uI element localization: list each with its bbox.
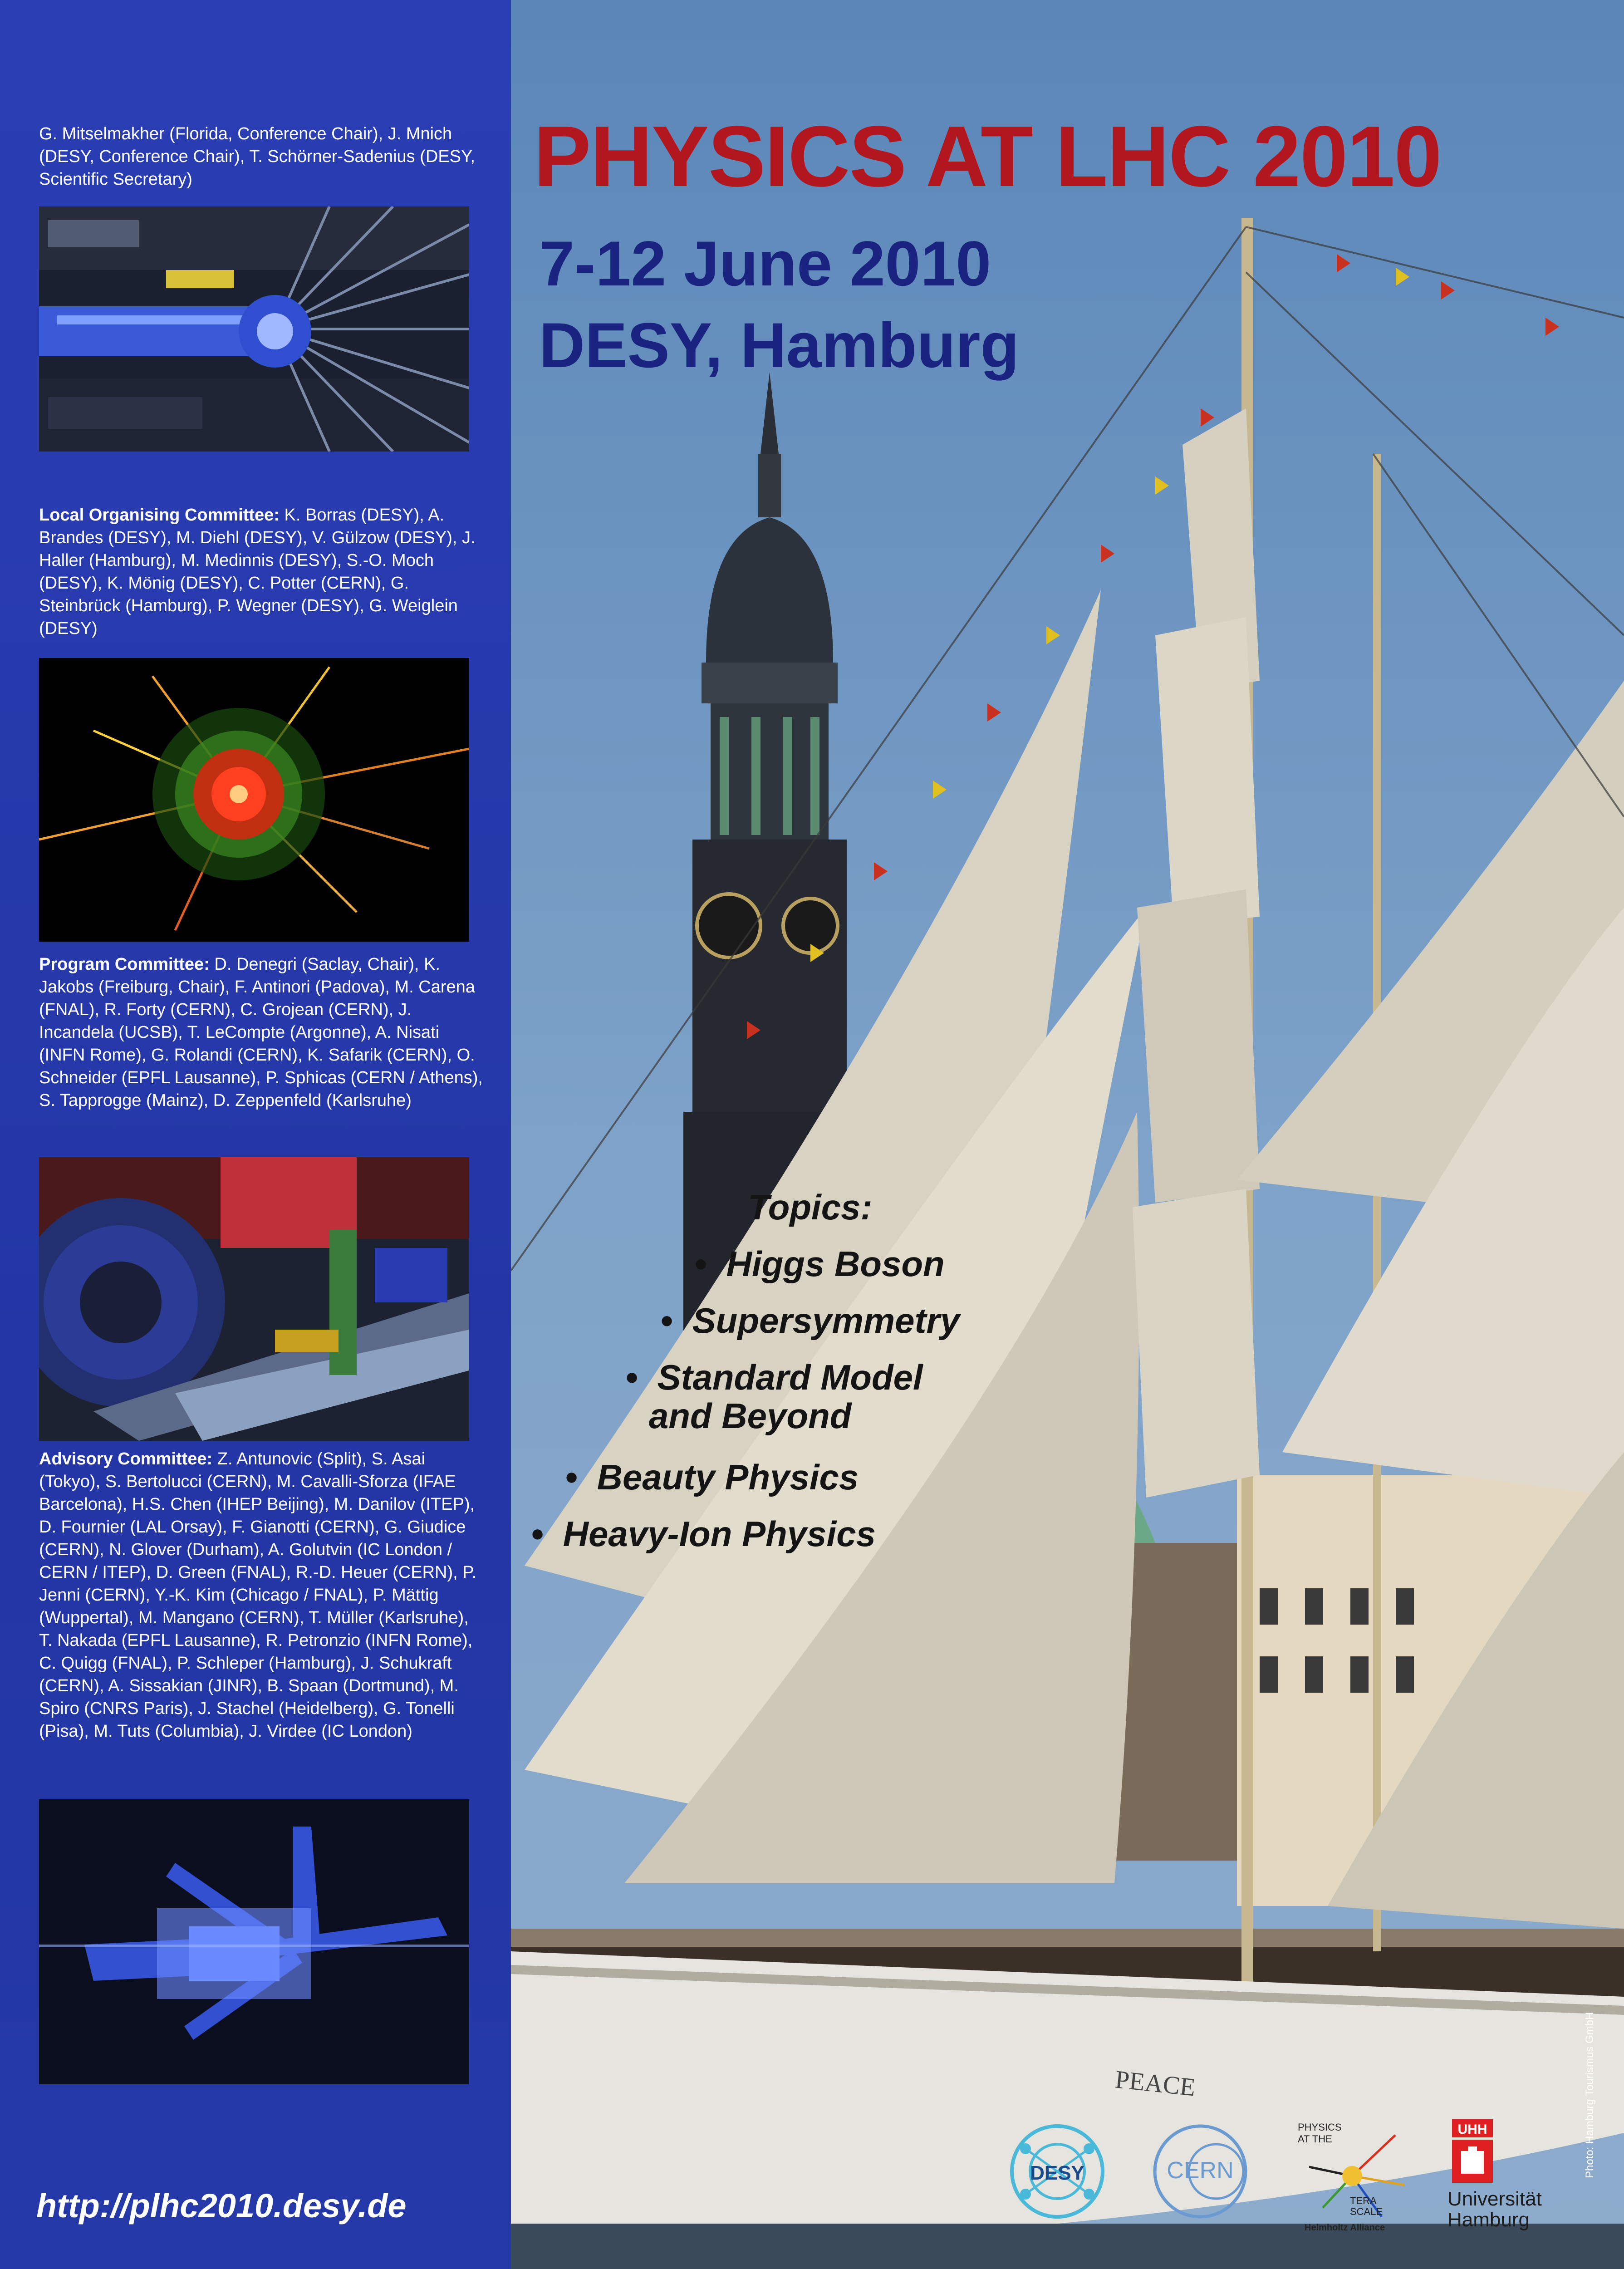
topic-sm-label: Standard Model xyxy=(657,1357,923,1397)
topic-sm: • Standard Model xyxy=(625,1357,923,1397)
advisory-committee-text xyxy=(39,1448,484,1743)
uni-hamburg-logo xyxy=(1443,2115,1579,2233)
sidebar xyxy=(0,0,511,2269)
cern-logo-text: CERN xyxy=(1167,2157,1234,2184)
terascale-line4: SCALE xyxy=(1350,2206,1383,2217)
desy-logo xyxy=(1007,2122,1107,2221)
atlas-detector-photo xyxy=(39,206,469,452)
topics-heading: Topics: xyxy=(748,1187,873,1227)
desy-logo-text: DESY xyxy=(1030,2162,1084,2184)
jet-event-display xyxy=(39,1799,469,2084)
topic-higgs-label: Higgs Boson xyxy=(726,1244,945,1284)
ship-name-text: PEACE xyxy=(1114,2065,1197,2102)
local-committee-members: K. Borras (DESY), A. Brandes (DESY), M. Diehl (DESY), V. Gülzow (DESY), J. Haller (Hamburg), M. Medinnis (DESY), S.-O. Moch (DESY), K. Mönig (DESY), C. Potter (CERN), G. Steinbrück (Hamburg), P. Wegner (DESY), G. Weiglein (DESY) xyxy=(39,506,476,638)
conference-location: DESY, Hamburg xyxy=(539,309,1019,381)
topic-heavy-ion: • Heavy-Ion Physics xyxy=(531,1514,876,1554)
topic-susy-label: Supersymmetry xyxy=(692,1301,960,1341)
program-committee-text xyxy=(39,953,484,1112)
collision-event-display xyxy=(39,658,469,942)
topic-heavy-ion-label: Heavy-Ion Physics xyxy=(563,1514,876,1554)
local-committee-heading: Local Organising Committee: xyxy=(39,506,280,525)
conference-dates: 7-12 June 2010 xyxy=(539,228,991,299)
photo-credit: Photo: Hamburg Tourismus GmbH xyxy=(1584,2012,1596,2178)
topic-higgs: • Higgs Boson xyxy=(694,1244,945,1284)
topic-beauty-label: Beauty Physics xyxy=(597,1457,859,1497)
topic-susy: • Supersymmetry xyxy=(660,1301,960,1341)
terascale-line1: PHYSICS xyxy=(1298,2122,1342,2133)
program-committee-members: D. Denegri (Saclay, Chair), K. Jakobs (Freiburg, Chair), F. Antinori (Padova), M. Carena (FNAL), R. Forty (CERN), C. Grojean (CERN), J. Incandela (UCSB), T. LeCompte (Argonne), A. Nisati (INFN Rome), G. Rolandi (CERN), K. Safarik (CERN), O. Schneider (EPFL Lausanne), P. Sphicas (CERN / Athens), S. Tapprogge (Mainz), D. Zeppenfeld (Karlsruhe) xyxy=(39,955,483,1110)
uhh-mark: UHH xyxy=(1457,2122,1487,2137)
conference-url-link[interactable]: http://plhc2010.desy.de xyxy=(36,2187,407,2225)
terascale-line2: AT THE xyxy=(1298,2133,1332,2145)
conference-title: PHYSICS AT LHC 2010 xyxy=(534,108,1441,205)
local-committee-text xyxy=(39,504,484,640)
cms-detector-photo xyxy=(39,1157,469,1441)
terascale-line5: Helmholtz Alliance xyxy=(1305,2223,1385,2233)
advisory-committee-heading: Advisory Committee: xyxy=(39,1449,213,1468)
program-committee-heading: Program Committee: xyxy=(39,955,210,974)
cern-logo xyxy=(1148,2122,1252,2221)
terascale-logo xyxy=(1295,2117,1409,2235)
advisory-committee-members: Z. Antunovic (Split), S. Asai (Tokyo), S. Bertolucci (CERN), M. Cavalli-Sforza (IFAE Barcelona), H.S. Chen (IHEP Beijing), M. Danilov (ITEP), D. Fournier (LAL Orsay), F. Gianotti (CERN), G. Giudice (CERN), N. Glover (Durham), A. Golutvin (IC London / CERN / ITEP), D. Green (FNAL), R.-D. Heuer (CERN), P. Jenni (CERN), Y.-K. Kim (Chicago / FNAL), P. Mättig (Wuppertal), M. Mangano (CERN), T. Müller (Karlsruhe), T. Nakada (EPFL Lausanne), R. Petronzio (INFN Rome), C. Quigg (FNAL), P. Schleper (Hamburg), J. Schukraft (CERN), A. Sissakian (JINR), B. Spaan (Dortmund), M. Spiro (CNRS Paris), J. Stachel (Heidelberg), G. Tonelli (Pisa), M. Tuts (Columbia), J. Virdee (IC London) xyxy=(39,1449,477,1741)
terascale-line3: TERA xyxy=(1350,2195,1377,2206)
topic-beauty: • Beauty Physics xyxy=(565,1457,859,1497)
uhh-line1: Universität xyxy=(1447,2188,1542,2210)
uhh-line2: Hamburg xyxy=(1447,2209,1530,2231)
topic-sm-beyond: and Beyond xyxy=(649,1396,852,1436)
chairs-text: G. Mitselmakher (Florida, Conference Chair), J. Mnich (DESY, Conference Chair), T. Schörner-Sadenius (DESY, Scientific Secretary) xyxy=(39,124,476,189)
